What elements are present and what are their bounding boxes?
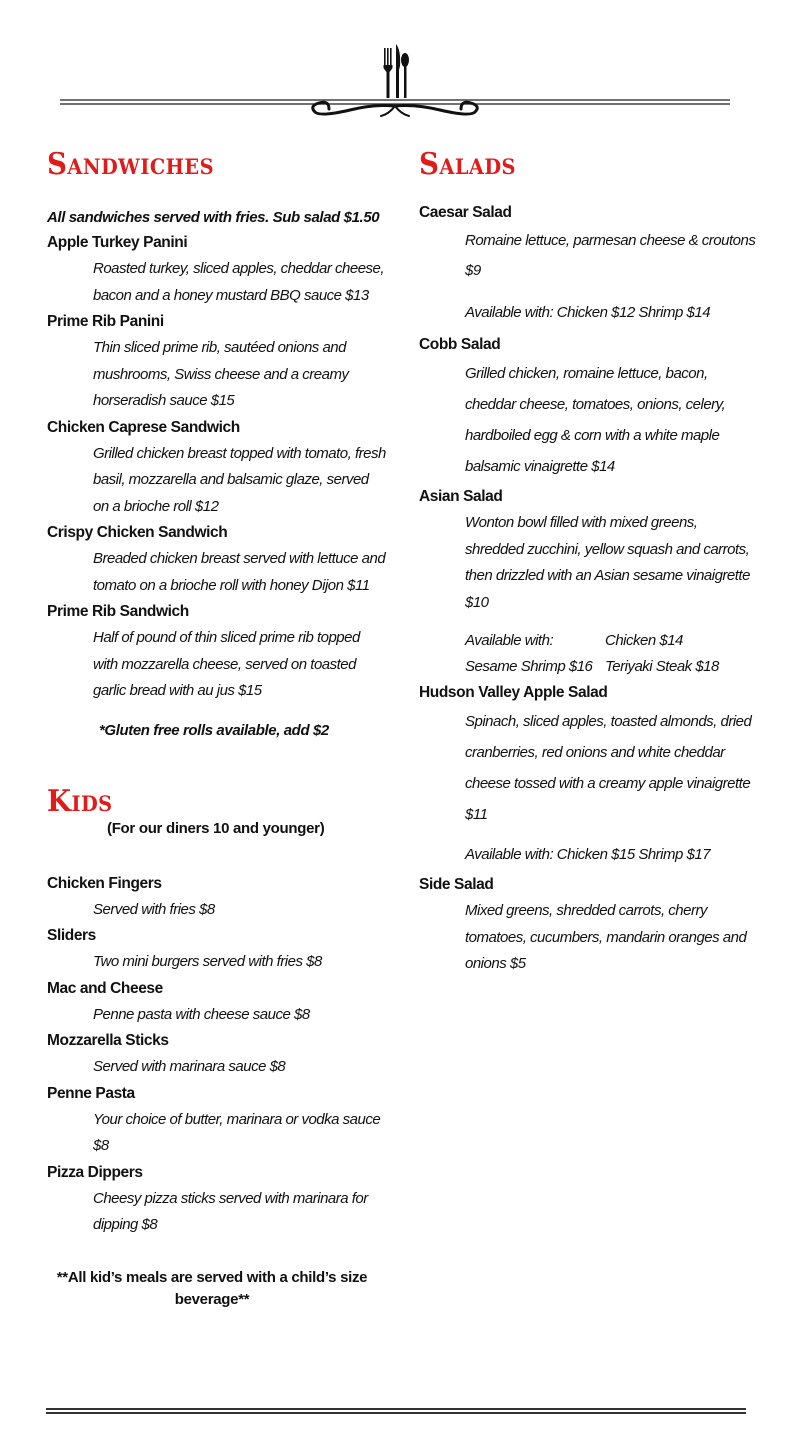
- item-description: Penne pasta with cheese sauce $8: [93, 1005, 310, 1023]
- item-description: Cheesy pizza sticks served with marinara for dipping $8: [93, 1189, 368, 1233]
- list-item: [47, 230, 387, 309]
- kids-title: Kids: [47, 783, 113, 819]
- item-name: Apple Turkey Panini: [47, 234, 188, 251]
- item-description: Romaine lettuce, parmesan cheese & croutons $9: [465, 232, 756, 279]
- availability-option: Chicken $14: [605, 632, 683, 649]
- list-item: [47, 520, 387, 599]
- item-name: Cobb Salad: [419, 336, 501, 353]
- sandwiches-title: Sandwiches: [47, 147, 214, 182]
- sandwiches-list: [47, 230, 387, 705]
- kids-list: [47, 871, 387, 1239]
- item-name: Chicken Caprese Sandwich: [47, 418, 240, 436]
- item-description: Grilled chicken breast topped with tomato, fresh basil, mozzarella and balsamic glaze, served on a brioche roll $12: [93, 444, 386, 515]
- item-name: Crispy Chicken Sandwich: [47, 524, 228, 541]
- list-item: [47, 599, 387, 705]
- item-name: Mac and Cheese: [47, 979, 163, 997]
- kids-footnote: **All kid’s meals are served with a child’s size beverage**: [56, 1268, 368, 1308]
- item-availability: Available with: Chicken $15 Shrimp $17: [465, 846, 711, 863]
- item-description: Thin sliced prime rib, sautéed onions and mushrooms, Swiss cheese and a creamy horseradish sauce $15: [93, 339, 349, 409]
- item-name: Penne Pasta: [47, 1084, 135, 1102]
- sandwiches-note: All sandwiches served with fries. Sub salad $1.50: [47, 209, 380, 226]
- item-description: Served with marinara sauce $8: [93, 1058, 286, 1075]
- bottom-divider: [46, 1408, 746, 1416]
- salads-title: Salads: [419, 147, 516, 182]
- item-name: Asian Salad: [419, 488, 503, 505]
- list-item: [47, 923, 387, 976]
- item-name: Side Salad: [419, 876, 494, 893]
- fork-knife-spoon-icon: [384, 44, 410, 98]
- list-item: [47, 1160, 387, 1239]
- list-item: [47, 309, 387, 415]
- item-description: Wonton bowl filled with mixed greens, shredded zucchini, yellow squash and carrots, then drizzled with an Asian sesame vinaigrette $10: [465, 514, 750, 611]
- list-item: [419, 332, 759, 482]
- item-description: Grilled chicken, romaine lettuce, bacon, cheddar cheese, tomatoes, onions, celery, hardboiled egg & corn with a white maple balsamic vinaigrette $14: [465, 365, 726, 475]
- list-item: [47, 1081, 387, 1160]
- item-name: Prime Rib Panini: [47, 313, 164, 330]
- header-ornament: [60, 40, 730, 130]
- item-name: Hudson Valley Apple Salad: [419, 684, 608, 701]
- item-name: Pizza Dippers: [47, 1163, 143, 1181]
- item-name: Prime Rib Sandwich: [47, 603, 189, 620]
- list-item: [47, 1028, 387, 1081]
- item-description: Served with fries $8: [93, 900, 215, 918]
- item-description: Your choice of butter, marinara or vodka sauce $8: [93, 1110, 381, 1154]
- item-description: Two mini burgers served with fries $8: [93, 953, 322, 970]
- item-description: Spinach, sliced apples, toasted almonds, dried cranberries, red onions and white cheddar cheese tossed with a creamy apple vinaigrette $11: [465, 713, 752, 823]
- kids-subtitle: (For our diners 10 and younger): [107, 819, 325, 837]
- availability-label: Available with:: [465, 632, 554, 649]
- item-name: Sliders: [47, 927, 96, 944]
- list-item: [419, 680, 759, 868]
- list-item: [47, 871, 387, 924]
- item-description: Mixed greens, shredded carrots, cherry tomatoes, cucumbers, mandarin oranges and onions $5: [465, 902, 747, 972]
- list-item: [419, 484, 759, 680]
- list-item: [47, 415, 387, 521]
- item-name: Chicken Fingers: [47, 874, 162, 892]
- list-item: [419, 872, 759, 978]
- right-column: [419, 148, 759, 978]
- item-name: Mozzarella Sticks: [47, 1032, 169, 1049]
- item-description: Breaded chicken breast served with lettuce and tomato on a brioche roll with honey Dijon $11: [93, 550, 386, 594]
- list-item: [47, 976, 387, 1029]
- item-name: Caesar Salad: [419, 204, 512, 221]
- left-column: [47, 148, 387, 1311]
- availability-option: Sesame Shrimp $16: [465, 658, 593, 675]
- item-description: Half of pound of thin sliced prime rib topped with mozzarella cheese, served on toasted garlic bread with au jus $15: [93, 629, 360, 699]
- sandwiches-footnote: *Gluten free rolls available, add $2: [99, 721, 329, 739]
- item-availability: [419, 628, 759, 680]
- item-description: Roasted turkey, sliced apples, cheddar cheese, bacon and a honey mustard BBQ sauce $13: [93, 260, 385, 304]
- list-item: [419, 200, 759, 326]
- availability-option: Teriyaki Steak $18: [605, 658, 719, 675]
- item-availability: Available with: Chicken $12 Shrimp $14: [465, 304, 711, 321]
